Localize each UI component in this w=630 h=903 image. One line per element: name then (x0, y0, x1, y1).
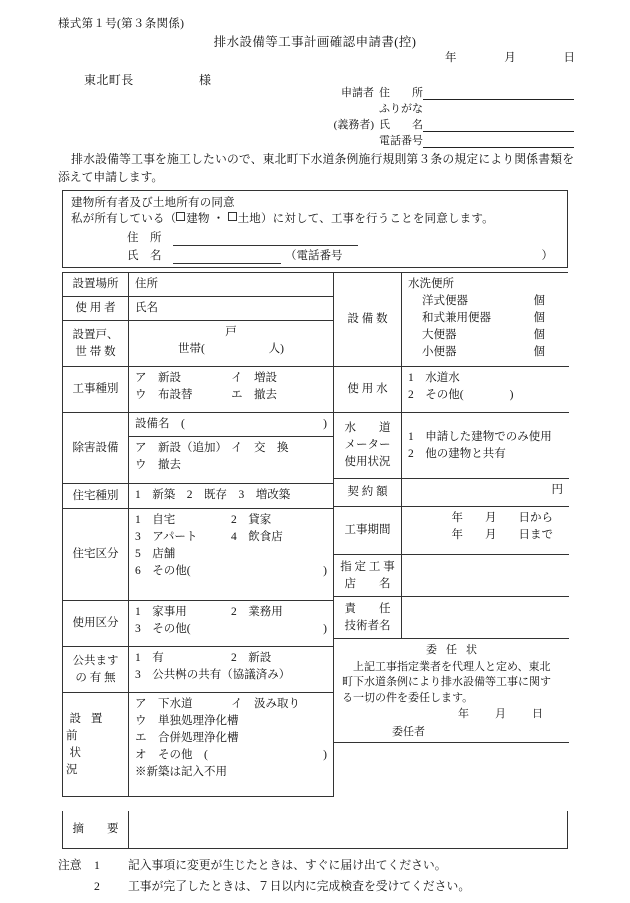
row-install-location-label: 設置場所 (63, 273, 129, 296)
row-water-used-label: 使 用 水 (334, 367, 402, 412)
row-water-used-options[interactable] (402, 367, 569, 412)
row-equipment-count-content[interactable] (402, 273, 569, 366)
notes-block (58, 855, 578, 897)
row-household-count-value[interactable] (129, 321, 333, 366)
row-work-type (63, 367, 333, 413)
row-removal-equipment-content (129, 413, 333, 483)
summary-value[interactable] (129, 811, 567, 848)
row-contract-amount-value[interactable] (402, 479, 569, 506)
addressee-honorific: 様 (199, 73, 212, 87)
equipment-item-urinal[interactable]: 小便器 個 (422, 346, 545, 358)
consent-address-input[interactable] (173, 232, 358, 246)
row-designated-contractor-label: 指 定 工 事 店 名 (334, 555, 402, 596)
note-1-number: 1 (94, 858, 100, 872)
delegation-date-row (342, 707, 561, 723)
equipment-heading: 水洗便所 (408, 278, 454, 290)
work-type-option-c[interactable]: ウ 布設替 (135, 389, 193, 401)
applicant-label: 申請者 (341, 87, 374, 99)
page-title: 排水設備等工事計画確認申請書(控) (213, 35, 417, 49)
house-cat-option-4[interactable]: 4 飲食店 (231, 531, 283, 543)
consent-box (62, 190, 568, 268)
delegation-text: 上記工事指定業者を代理人と定め、東北町下水道条例により排水設備等工事に関する一切の件を委任します。 (342, 660, 551, 704)
row-work-period (334, 507, 569, 555)
date-month-label: 月 (504, 52, 516, 64)
applicant-name-label: 氏 名 (379, 119, 423, 131)
row-responsible-engineer-label: 責 任 技術者名 (334, 597, 402, 638)
row-household-count-label: 設置戸、 世 帯 数 (63, 321, 129, 366)
date-day-label: 日 (563, 52, 575, 64)
summary-label: 摘 要 (63, 811, 129, 848)
water-used-option-2[interactable]: 2 その他( (408, 389, 464, 401)
removal-option-b[interactable]: イ 交 換 (231, 442, 289, 454)
applicant-address-input[interactable] (423, 85, 574, 100)
consent-sentence-post: ）に対して、工事を行うことを同意します。 (260, 213, 494, 225)
removal-option-a[interactable]: ア 新設（追加） (135, 442, 227, 454)
row-user (63, 297, 333, 321)
date-year-label: 年 (445, 52, 457, 64)
delegation-block (334, 639, 569, 742)
addressee (84, 71, 211, 88)
row-house-category-options[interactable] (129, 509, 333, 600)
row-removal-equipment (63, 413, 333, 484)
applicant-address-row (312, 84, 574, 100)
pre-status-note: ※新築は記入不用 (135, 766, 227, 778)
row-responsible-engineer-value[interactable] (402, 597, 569, 638)
consent-address-label: 住 所 (127, 232, 162, 244)
consent-title: 建物所有者及び土地所有の同意 (71, 197, 235, 209)
pre-status-option-e-close: ) (323, 749, 327, 761)
delegation-month: 月 (495, 708, 506, 720)
house-cat-option-3[interactable]: 3 アパート (135, 531, 198, 543)
delegation-title: 委任状 (426, 644, 486, 656)
work-type-option-d[interactable]: エ 撤去 (231, 389, 277, 401)
public-basin-option-2[interactable]: 2 新設 (231, 652, 272, 664)
row-use-category (63, 601, 333, 647)
row-pre-install-status-label: 設 置 前 状 況 (63, 693, 129, 796)
note-2-number: 2 (94, 879, 100, 893)
pre-status-option-a[interactable]: ア 下水道 (135, 698, 193, 710)
water-used-option-1[interactable]: 1 水道水 (408, 372, 460, 384)
meter-option-1[interactable]: 1 申請した建物でのみ使用 (408, 430, 552, 443)
note-item-2 (58, 876, 578, 897)
household-units-line: 戸 (225, 326, 237, 338)
row-user-value[interactable]: 氏名 (135, 302, 158, 314)
pre-status-option-e[interactable]: オ その他 ( (135, 749, 208, 761)
row-delegation (334, 639, 569, 743)
house-cat-option-6[interactable]: 6 その他( (135, 565, 191, 577)
row-work-type-options[interactable] (129, 367, 333, 412)
house-cat-option-6-close: ) (323, 565, 327, 577)
note-item-1 (58, 855, 578, 876)
addressee-name: 東北町長 (84, 73, 134, 87)
obligor-label: (義務者) (333, 119, 374, 131)
removal-equipment-options[interactable] (129, 437, 333, 477)
work-type-option-a[interactable]: ア 新設 (135, 372, 181, 384)
consent-phone-label: （電話番号 (285, 250, 343, 262)
consent-land-label: 土地 (237, 213, 261, 225)
applicant-address-label: 住 所 (379, 87, 423, 99)
consent-separator: ・ (212, 213, 225, 225)
row-pre-install-status (63, 693, 333, 797)
applicant-furigana-label: ふりがな (379, 103, 423, 115)
note-2-text: 工事が完了したときは、７日以内に完成検査を受けてください。 (128, 879, 471, 893)
period-start-month: 月 (485, 512, 497, 524)
row-water-meter-status-options[interactable] (402, 413, 569, 478)
pre-status-option-b[interactable]: イ 汲み取り (231, 698, 300, 710)
public-basin-option-3[interactable]: 3 公共桝の共有（協議済み） (135, 669, 291, 681)
request-statement-text: 排水設備等工事を施工したいので、東北町下水道条例施行規則第３条の規定により関係書類を添えて申請します。 (58, 152, 574, 184)
row-equipment-count-label: 設 備 数 (334, 273, 402, 366)
contract-amount-unit: 円 (551, 484, 563, 496)
row-responsible-engineer (334, 597, 569, 639)
applicant-name-row (312, 116, 574, 132)
consent-name-row (71, 246, 559, 264)
row-household-count (63, 321, 333, 367)
row-water-meter-status (334, 413, 569, 479)
pre-status-option-c[interactable]: ウ 単独処理浄化槽 (135, 715, 239, 727)
equipment-item-western[interactable]: 洋式便器 個 (422, 295, 545, 307)
row-water-used (334, 367, 569, 413)
consent-name-input[interactable] (173, 250, 281, 264)
applicant-phone-label: 電話番号 (379, 135, 423, 147)
delegation-year: 年 (458, 708, 469, 720)
row-public-basin (63, 647, 333, 693)
main-table-right-column (333, 273, 569, 797)
row-work-period-value[interactable] (402, 507, 569, 554)
delegation-signer-label: 委任者 (392, 725, 425, 738)
row-water-meter-status-label: 水 道 メーター 使用状況 (334, 413, 402, 478)
period-end-day: 日まで (518, 529, 553, 541)
consent-sentence (71, 211, 559, 228)
applicant-block (312, 84, 574, 148)
main-table (62, 272, 568, 797)
row-public-basin-options[interactable] (129, 647, 333, 692)
row-contract-amount-label: 契 約 額 (334, 479, 402, 506)
row-equipment-count (334, 273, 569, 367)
row-house-type-options[interactable]: 1 新築 2 既存 3 増改築 (135, 489, 291, 501)
consent-sentence-pre: 私が所有している（ (71, 213, 177, 225)
row-use-category-label: 使用区分 (63, 601, 129, 646)
row-use-category-options[interactable] (129, 601, 333, 646)
work-type-option-b[interactable]: イ 増設 (231, 372, 277, 384)
row-pre-install-status-options[interactable] (129, 693, 333, 796)
row-house-category (63, 509, 333, 601)
use-cat-option-3-close: ) (323, 623, 327, 635)
removal-option-c[interactable]: ウ 撤去 (135, 459, 181, 471)
use-cat-option-1[interactable]: 1 家事用 (135, 606, 187, 618)
row-work-type-label: 工事種別 (63, 367, 129, 412)
applicant-name-input[interactable] (423, 117, 574, 132)
consent-building-label: 建物 (186, 213, 210, 225)
equipment-name-field[interactable]: 設備名 ( ) (129, 413, 333, 437)
pre-status-option-d[interactable]: エ 合併処理浄化槽 (135, 732, 239, 744)
house-cat-option-2[interactable]: 2 貸家 (231, 514, 272, 526)
house-cat-option-1[interactable]: 1 自宅 (135, 514, 176, 526)
row-work-period-label: 工事期間 (334, 507, 402, 554)
row-house-type-label: 住宅種別 (63, 484, 129, 508)
row-house-type (63, 484, 333, 509)
applicant-furigana-row (312, 100, 574, 116)
notes-heading: 注意 (58, 858, 82, 872)
row-public-basin-label: 公共ます の 有 無 (63, 647, 129, 692)
public-basin-option-1[interactable]: 1 有 (135, 652, 164, 664)
consent-address-row (71, 228, 559, 246)
row-user-label: 使 用 者 (63, 297, 129, 320)
applicant-phone-row (312, 132, 574, 148)
checkbox-land-icon[interactable] (228, 212, 237, 221)
applicant-phone-input[interactable] (423, 133, 574, 148)
row-install-location (63, 273, 333, 297)
period-start-year: 年 (451, 512, 463, 524)
main-table-left-column (63, 273, 333, 797)
period-end-month: 月 (485, 529, 497, 541)
use-cat-option-3[interactable]: 3 その他( (135, 623, 191, 635)
note-1-text: 記入事項に変更が生じたときは、すぐに届け出てください。 (128, 858, 447, 872)
equipment-item-japanese-dual[interactable]: 和式兼用便器 個 (422, 312, 545, 324)
summary-row (62, 811, 568, 849)
form-number: 様式第１号(第３条関係) (58, 18, 185, 30)
delegation-day: 日 (532, 708, 543, 720)
use-cat-option-2[interactable]: 2 業務用 (231, 606, 283, 618)
row-designated-contractor-value[interactable] (402, 555, 569, 596)
row-contract-amount (334, 479, 569, 507)
consent-phone-close: ） (541, 250, 553, 262)
meter-option-2[interactable]: 2 他の建物と共有 (408, 447, 506, 460)
row-house-category-label: 住宅区分 (63, 509, 129, 600)
period-end-year: 年 (451, 529, 463, 541)
water-used-option-2-close: ) (509, 389, 514, 401)
checkbox-building-icon[interactable] (176, 212, 185, 221)
request-statement (58, 150, 574, 186)
row-designated-contractor (334, 555, 569, 597)
house-cat-option-5[interactable]: 5 店舗 (135, 548, 176, 560)
period-start-day: 日から (518, 512, 553, 524)
household-persons-line: 世帯( 人) (178, 343, 284, 355)
row-removal-equipment-label: 除害設備 (63, 413, 129, 483)
row-install-location-value[interactable]: 住所 (135, 278, 158, 290)
consent-name-label: 氏 名 (127, 250, 162, 262)
equipment-item-toilet[interactable]: 大便器 個 (422, 329, 545, 341)
applicant-furigana-input[interactable] (423, 102, 574, 116)
